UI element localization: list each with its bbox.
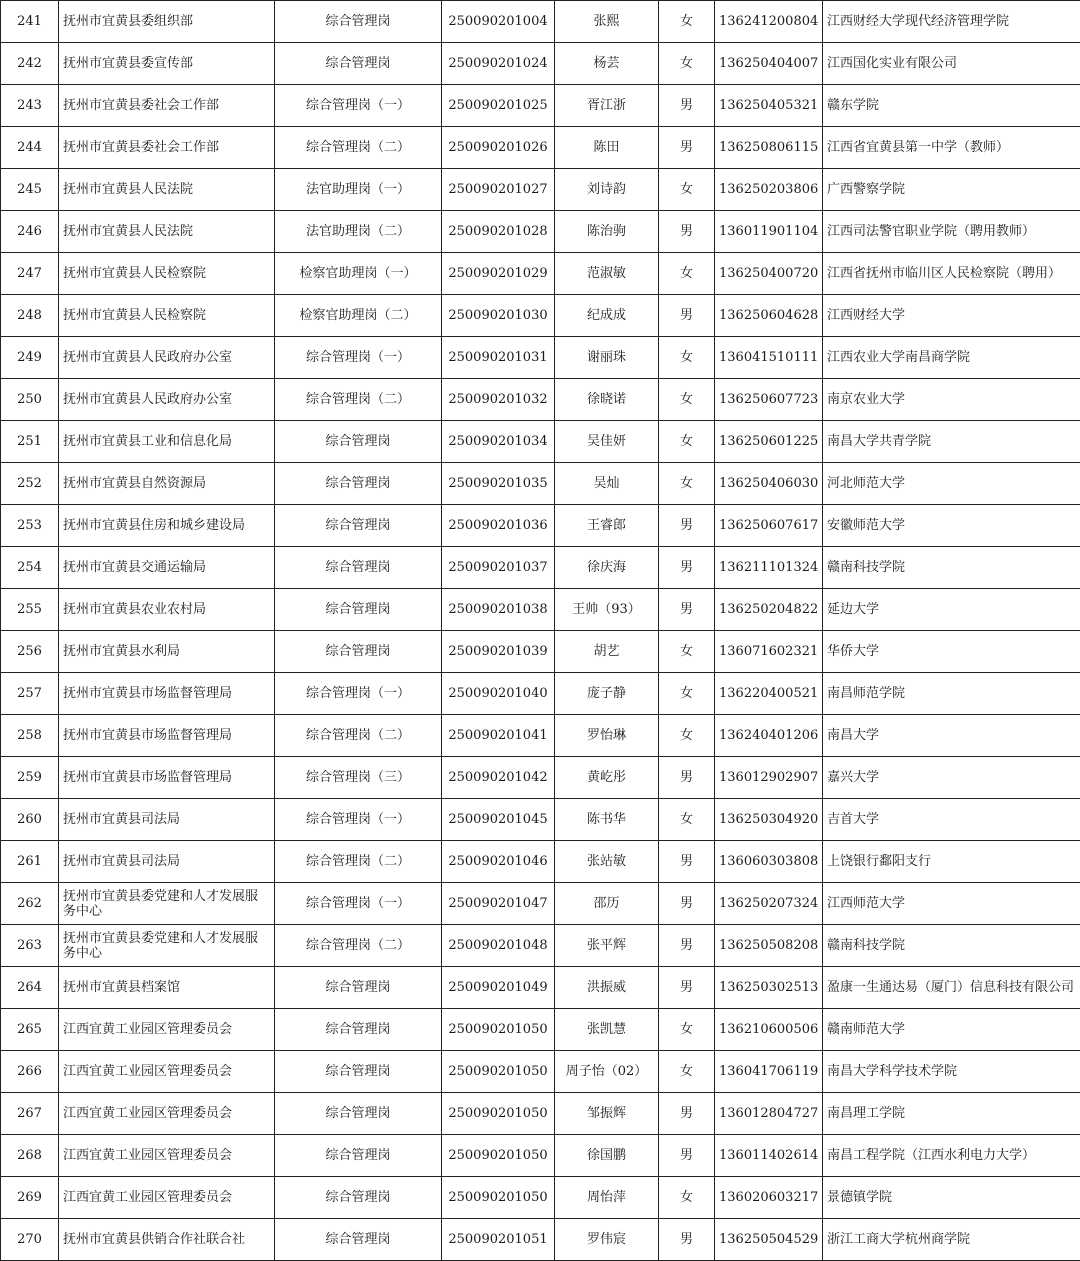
- cell-name: 张熙: [555, 1, 659, 43]
- cell-position-code: 250090201050: [442, 1009, 555, 1051]
- cell-position-code: 250090201030: [442, 295, 555, 337]
- cell-position-code: 250090201029: [442, 253, 555, 295]
- cell-name: 范淑敏: [555, 253, 659, 295]
- cell-position-code: 250090201004: [442, 1, 555, 43]
- cell-position: 综合管理岗（二）: [275, 841, 442, 883]
- cell-unit: 江西宜黄工业园区管理委员会: [59, 1051, 275, 1093]
- cell-workplace: 江西省宜黄县第一中学（教师）: [823, 127, 1080, 169]
- cell-workplace: 江西司法警官职业学院（聘用教师）: [823, 211, 1080, 253]
- table-row: [1, 883, 1080, 925]
- cell-workplace: 赣东学院: [823, 85, 1080, 127]
- cell-gender: 男: [659, 589, 715, 631]
- cell-unit: 抚州市宜黄县人民法院: [59, 169, 275, 211]
- cell-position-code: 250090201028: [442, 211, 555, 253]
- cell-workplace: 南昌师范学院: [823, 673, 1080, 715]
- cell-position-code: 250090201035: [442, 463, 555, 505]
- cell-workplace: 嘉兴大学: [823, 757, 1080, 799]
- cell-workplace: 南昌工程学院（江西水利电力大学）: [823, 1135, 1080, 1177]
- cell-position: 综合管理岗: [275, 1177, 442, 1219]
- cell-workplace: 景德镇学院: [823, 1177, 1080, 1219]
- table-row: [1, 1177, 1080, 1219]
- cell-unit: 抚州市宜黄县司法局: [59, 799, 275, 841]
- cell-position-code: 250090201048: [442, 925, 555, 967]
- cell-index: 251: [1, 421, 59, 463]
- table-row: [1, 505, 1080, 547]
- cell-exam-id: 136250604628: [715, 295, 823, 337]
- cell-name: 杨芸: [555, 43, 659, 85]
- cell-position-code: 250090201031: [442, 337, 555, 379]
- cell-workplace: 安徽师范大学: [823, 505, 1080, 547]
- cell-workplace: 江西财经大学现代经济管理学院: [823, 1, 1080, 43]
- cell-index: 258: [1, 715, 59, 757]
- cell-exam-id: 136240401206: [715, 715, 823, 757]
- cell-unit: 抚州市宜黄县水利局: [59, 631, 275, 673]
- cell-index: 243: [1, 85, 59, 127]
- cell-position-code: 250090201027: [442, 169, 555, 211]
- cell-name: 张站敏: [555, 841, 659, 883]
- cell-workplace: 南昌大学共青学院: [823, 421, 1080, 463]
- cell-exam-id: 136250405321: [715, 85, 823, 127]
- cell-name: 徐国鹏: [555, 1135, 659, 1177]
- cell-unit: 抚州市宜黄县委组织部: [59, 1, 275, 43]
- cell-position: 综合管理岗（一）: [275, 799, 442, 841]
- cell-gender: 男: [659, 85, 715, 127]
- cell-workplace: 赣南科技学院: [823, 925, 1080, 967]
- cell-unit: 抚州市宜黄县交通运输局: [59, 547, 275, 589]
- cell-name: 陈治驹: [555, 211, 659, 253]
- cell-gender: 女: [659, 421, 715, 463]
- cell-gender: 男: [659, 925, 715, 967]
- cell-unit: 江西宜黄工业园区管理委员会: [59, 1009, 275, 1051]
- cell-name: 张凯慧: [555, 1009, 659, 1051]
- cell-exam-id: 136250304920: [715, 799, 823, 841]
- cell-index: 252: [1, 463, 59, 505]
- cell-unit: 抚州市宜黄县人民政府办公室: [59, 379, 275, 421]
- table-row: [1, 925, 1080, 967]
- cell-name: 罗怡琳: [555, 715, 659, 757]
- cell-position: 综合管理岗（二）: [275, 379, 442, 421]
- cell-name: 谢丽珠: [555, 337, 659, 379]
- cell-position-code: 250090201032: [442, 379, 555, 421]
- cell-exam-id: 136250607723: [715, 379, 823, 421]
- table-body: [1, 1, 1080, 1261]
- cell-gender: 女: [659, 673, 715, 715]
- cell-exam-id: 136020603217: [715, 1177, 823, 1219]
- cell-exam-id: 136012902907: [715, 757, 823, 799]
- cell-unit: 抚州市宜黄县司法局: [59, 841, 275, 883]
- cell-name: 徐晓诺: [555, 379, 659, 421]
- cell-gender: 男: [659, 211, 715, 253]
- cell-index: 248: [1, 295, 59, 337]
- cell-index: 259: [1, 757, 59, 799]
- table-row: [1, 673, 1080, 715]
- cell-exam-id: 136250404007: [715, 43, 823, 85]
- cell-gender: 男: [659, 1219, 715, 1261]
- cell-workplace: 江西国化实业有限公司: [823, 43, 1080, 85]
- cell-exam-id: 136250400720: [715, 253, 823, 295]
- cell-index: 241: [1, 1, 59, 43]
- cell-position: 综合管理岗: [275, 631, 442, 673]
- cell-position-code: 250090201038: [442, 589, 555, 631]
- cell-workplace: 江西农业大学南昌商学院: [823, 337, 1080, 379]
- cell-index: 250: [1, 379, 59, 421]
- cell-name: 胡艺: [555, 631, 659, 673]
- cell-unit: 抚州市宜黄县市场监督管理局: [59, 715, 275, 757]
- table-row: [1, 463, 1080, 505]
- cell-name: 洪振威: [555, 967, 659, 1009]
- cell-name: 周子怡（02）: [555, 1051, 659, 1093]
- cell-position-code: 250090201042: [442, 757, 555, 799]
- cell-index: 246: [1, 211, 59, 253]
- cell-exam-id: 136250504529: [715, 1219, 823, 1261]
- cell-position-code: 250090201026: [442, 127, 555, 169]
- cell-exam-id: 136071602321: [715, 631, 823, 673]
- cell-unit: 抚州市宜黄县委社会工作部: [59, 85, 275, 127]
- cell-position: 综合管理岗: [275, 589, 442, 631]
- cell-position: 检察官助理岗（一）: [275, 253, 442, 295]
- cell-gender: 女: [659, 715, 715, 757]
- cell-position: 综合管理岗: [275, 1219, 442, 1261]
- cell-index: 261: [1, 841, 59, 883]
- cell-exam-id: 136211101324: [715, 547, 823, 589]
- cell-index: 257: [1, 673, 59, 715]
- cell-index: 242: [1, 43, 59, 85]
- table-row: [1, 211, 1080, 253]
- cell-position: 综合管理岗（一）: [275, 85, 442, 127]
- cell-position: 综合管理岗: [275, 1, 442, 43]
- cell-name: 刘诗韵: [555, 169, 659, 211]
- cell-position: 综合管理岗（三）: [275, 757, 442, 799]
- cell-index: 256: [1, 631, 59, 673]
- cell-position-code: 250090201049: [442, 967, 555, 1009]
- cell-name: 徐庆海: [555, 547, 659, 589]
- cell-position-code: 250090201040: [442, 673, 555, 715]
- cell-unit: 抚州市宜黄县委党建和人才发展服务中心: [59, 925, 275, 967]
- cell-name: 周怡萍: [555, 1177, 659, 1219]
- cell-gender: 女: [659, 463, 715, 505]
- table-row: [1, 1051, 1080, 1093]
- cell-name: 邵历: [555, 883, 659, 925]
- table-row: [1, 379, 1080, 421]
- cell-gender: 女: [659, 379, 715, 421]
- cell-position-code: 250090201050: [442, 1177, 555, 1219]
- cell-name: 纪成成: [555, 295, 659, 337]
- cell-exam-id: 136241200804: [715, 1, 823, 43]
- cell-exam-id: 136250203806: [715, 169, 823, 211]
- table-row: [1, 547, 1080, 589]
- cell-position-code: 250090201034: [442, 421, 555, 463]
- cell-position-code: 250090201050: [442, 1093, 555, 1135]
- cell-position: 综合管理岗: [275, 1093, 442, 1135]
- table-row: [1, 127, 1080, 169]
- cell-workplace: 江西师范大学: [823, 883, 1080, 925]
- cell-index: 244: [1, 127, 59, 169]
- cell-gender: 女: [659, 1177, 715, 1219]
- cell-unit: 抚州市宜黄县委社会工作部: [59, 127, 275, 169]
- cell-workplace: 盈康一生通达易（厦门）信息科技有限公司: [823, 967, 1080, 1009]
- cell-position-code: 250090201047: [442, 883, 555, 925]
- cell-unit: 抚州市宜黄县工业和信息化局: [59, 421, 275, 463]
- cell-unit: 江西宜黄工业园区管理委员会: [59, 1093, 275, 1135]
- cell-index: 269: [1, 1177, 59, 1219]
- cell-gender: 女: [659, 631, 715, 673]
- table-row: [1, 337, 1080, 379]
- cell-exam-id: 136220400521: [715, 673, 823, 715]
- cell-gender: 女: [659, 799, 715, 841]
- cell-name: 王帅（93）: [555, 589, 659, 631]
- cell-position: 综合管理岗: [275, 421, 442, 463]
- cell-index: 245: [1, 169, 59, 211]
- cell-exam-id: 136250601225: [715, 421, 823, 463]
- cell-unit: 抚州市宜黄县委宣传部: [59, 43, 275, 85]
- cell-index: 247: [1, 253, 59, 295]
- cell-workplace: 华侨大学: [823, 631, 1080, 673]
- table-row: [1, 757, 1080, 799]
- cell-position-code: 250090201024: [442, 43, 555, 85]
- table-row: [1, 631, 1080, 673]
- cell-position: 综合管理岗（二）: [275, 127, 442, 169]
- cell-index: 249: [1, 337, 59, 379]
- cell-exam-id: 136210600506: [715, 1009, 823, 1051]
- cell-index: 253: [1, 505, 59, 547]
- cell-gender: 男: [659, 127, 715, 169]
- cell-workplace: 南昌大学科学技术学院: [823, 1051, 1080, 1093]
- cell-workplace: 赣南科技学院: [823, 547, 1080, 589]
- cell-position-code: 250090201045: [442, 799, 555, 841]
- cell-unit: 抚州市宜黄县市场监督管理局: [59, 757, 275, 799]
- cell-gender: 男: [659, 883, 715, 925]
- cell-name: 张平辉: [555, 925, 659, 967]
- cell-gender: 男: [659, 295, 715, 337]
- cell-index: 265: [1, 1009, 59, 1051]
- cell-unit: 抚州市宜黄县档案馆: [59, 967, 275, 1009]
- cell-index: 254: [1, 547, 59, 589]
- cell-workplace: 南昌理工学院: [823, 1093, 1080, 1135]
- cell-position: 综合管理岗（一）: [275, 883, 442, 925]
- cell-position-code: 250090201036: [442, 505, 555, 547]
- cell-exam-id: 136060303808: [715, 841, 823, 883]
- cell-unit: 抚州市宜黄县自然资源局: [59, 463, 275, 505]
- cell-position: 综合管理岗: [275, 1051, 442, 1093]
- cell-gender: 男: [659, 505, 715, 547]
- cell-position: 法官助理岗（二）: [275, 211, 442, 253]
- cell-index: 266: [1, 1051, 59, 1093]
- cell-unit: 抚州市宜黄县委党建和人才发展服务中心: [59, 883, 275, 925]
- cell-position: 综合管理岗: [275, 547, 442, 589]
- table-row: [1, 421, 1080, 463]
- cell-position: 综合管理岗: [275, 43, 442, 85]
- table-row: [1, 43, 1080, 85]
- cell-name: 罗伟宸: [555, 1219, 659, 1261]
- cell-exam-id: 136250806115: [715, 127, 823, 169]
- cell-index: 260: [1, 799, 59, 841]
- table-row: [1, 1219, 1080, 1261]
- cell-position-code: 250090201037: [442, 547, 555, 589]
- cell-workplace: 赣南师范大学: [823, 1009, 1080, 1051]
- cell-position: 综合管理岗: [275, 967, 442, 1009]
- cell-unit: 抚州市宜黄县市场监督管理局: [59, 673, 275, 715]
- cell-unit: 抚州市宜黄县供销合作社联合社: [59, 1219, 275, 1261]
- cell-unit: 抚州市宜黄县人民政府办公室: [59, 337, 275, 379]
- cell-name: 王睿郎: [555, 505, 659, 547]
- cell-workplace: 南京农业大学: [823, 379, 1080, 421]
- cell-gender: 女: [659, 253, 715, 295]
- cell-name: 吴灿: [555, 463, 659, 505]
- cell-unit: 抚州市宜黄县人民检察院: [59, 253, 275, 295]
- cell-position: 综合管理岗: [275, 1135, 442, 1177]
- cell-name: 胥江浙: [555, 85, 659, 127]
- table-row: [1, 253, 1080, 295]
- cell-exam-id: 136250204822: [715, 589, 823, 631]
- cell-exam-id: 136041706119: [715, 1051, 823, 1093]
- cell-position-code: 250090201050: [442, 1135, 555, 1177]
- cell-position: 综合管理岗（二）: [275, 715, 442, 757]
- cell-position-code: 250090201039: [442, 631, 555, 673]
- cell-index: 262: [1, 883, 59, 925]
- cell-gender: 男: [659, 1093, 715, 1135]
- cell-workplace: 江西省抚州市临川区人民检察院（聘用）: [823, 253, 1080, 295]
- table-row: [1, 841, 1080, 883]
- cell-unit: 江西宜黄工业园区管理委员会: [59, 1177, 275, 1219]
- cell-name: 庞子静: [555, 673, 659, 715]
- cell-workplace: 浙江工商大学杭州商学院: [823, 1219, 1080, 1261]
- cell-index: 255: [1, 589, 59, 631]
- cell-position-code: 250090201046: [442, 841, 555, 883]
- cell-name: 黄屹彤: [555, 757, 659, 799]
- cell-gender: 女: [659, 169, 715, 211]
- table-row: [1, 1009, 1080, 1051]
- cell-workplace: 河北师范大学: [823, 463, 1080, 505]
- cell-gender: 女: [659, 1, 715, 43]
- table-row: [1, 1135, 1080, 1177]
- cell-exam-id: 136250508208: [715, 925, 823, 967]
- cell-position-code: 250090201025: [442, 85, 555, 127]
- cell-position: 综合管理岗（一）: [275, 673, 442, 715]
- cell-position-code: 250090201050: [442, 1051, 555, 1093]
- cell-exam-id: 136012804727: [715, 1093, 823, 1135]
- cell-workplace: 吉首大学: [823, 799, 1080, 841]
- table-row: [1, 169, 1080, 211]
- cell-index: 267: [1, 1093, 59, 1135]
- cell-gender: 女: [659, 337, 715, 379]
- cell-position: 综合管理岗: [275, 505, 442, 547]
- cell-name: 陈书华: [555, 799, 659, 841]
- cell-position: 检察官助理岗（二）: [275, 295, 442, 337]
- table-row: [1, 1093, 1080, 1135]
- cell-gender: 男: [659, 841, 715, 883]
- cell-exam-id: 136250302513: [715, 967, 823, 1009]
- cell-gender: 男: [659, 1135, 715, 1177]
- cell-name: 陈田: [555, 127, 659, 169]
- cell-unit: 江西宜黄工业园区管理委员会: [59, 1135, 275, 1177]
- cell-exam-id: 136250406030: [715, 463, 823, 505]
- cell-unit: 抚州市宜黄县人民检察院: [59, 295, 275, 337]
- cell-index: 268: [1, 1135, 59, 1177]
- cell-gender: 男: [659, 547, 715, 589]
- cell-exam-id: 136250207324: [715, 883, 823, 925]
- cell-index: 270: [1, 1219, 59, 1261]
- cell-workplace: 江西财经大学: [823, 295, 1080, 337]
- cell-position: 法官助理岗（一）: [275, 169, 442, 211]
- cell-position: 综合管理岗（一）: [275, 337, 442, 379]
- table-row: [1, 295, 1080, 337]
- cell-unit: 抚州市宜黄县农业农村局: [59, 589, 275, 631]
- table-row: [1, 715, 1080, 757]
- cell-workplace: 广西警察学院: [823, 169, 1080, 211]
- table-row: [1, 589, 1080, 631]
- cell-exam-id: 136011901104: [715, 211, 823, 253]
- cell-name: 邹振辉: [555, 1093, 659, 1135]
- cell-name: 吴佳妍: [555, 421, 659, 463]
- cell-gender: 女: [659, 43, 715, 85]
- cell-position: 综合管理岗: [275, 1009, 442, 1051]
- cell-gender: 女: [659, 1009, 715, 1051]
- table-row: [1, 967, 1080, 1009]
- cell-workplace: 延边大学: [823, 589, 1080, 631]
- cell-workplace: 上饶银行鄱阳支行: [823, 841, 1080, 883]
- cell-index: 263: [1, 925, 59, 967]
- cell-position: 综合管理岗: [275, 463, 442, 505]
- cell-unit: 抚州市宜黄县人民法院: [59, 211, 275, 253]
- cell-exam-id: 136011402614: [715, 1135, 823, 1177]
- table-row: [1, 1, 1080, 43]
- cell-unit: 抚州市宜黄县住房和城乡建设局: [59, 505, 275, 547]
- cell-exam-id: 136041510111: [715, 337, 823, 379]
- table-row: [1, 85, 1080, 127]
- cell-index: 264: [1, 967, 59, 1009]
- cell-gender: 男: [659, 967, 715, 1009]
- cell-gender: 男: [659, 757, 715, 799]
- cell-position-code: 250090201041: [442, 715, 555, 757]
- table-row: [1, 799, 1080, 841]
- cell-position-code: 250090201051: [442, 1219, 555, 1261]
- cell-workplace: 南昌大学: [823, 715, 1080, 757]
- cell-exam-id: 136250607617: [715, 505, 823, 547]
- cell-position: 综合管理岗（二）: [275, 925, 442, 967]
- cell-gender: 女: [659, 1051, 715, 1093]
